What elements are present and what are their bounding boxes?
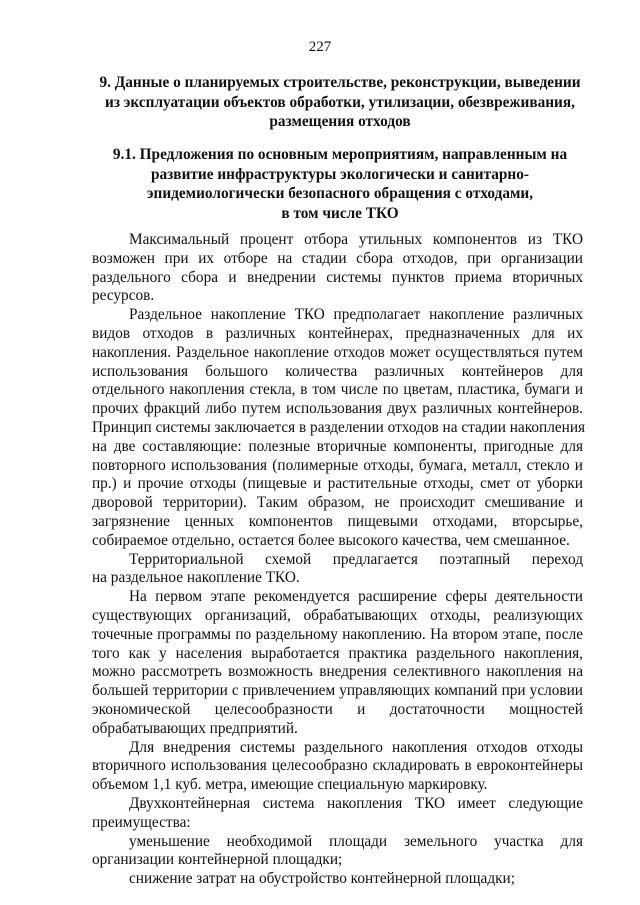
- text-line: Раздельное накопление ТКО предполагает накопление различных: [129, 306, 583, 324]
- text-line: объемом 1,1 куб. метра, имеющие специальную маркировку.: [92, 776, 488, 794]
- section-heading: [92, 73, 588, 132]
- section-heading-line: из эксплуатации объектов обработки, утилизации, обезвреживания,: [105, 93, 575, 111]
- text-line: Для внедрения системы раздельного накопления отходов отходы: [129, 738, 583, 756]
- text-line: пр.) и прочие отходы (пищевые и растительные отходы, смет от уборки: [92, 475, 583, 493]
- subsection-heading-line: эпидемиологически безопасного обращения с отходами,: [146, 185, 534, 202]
- text-line: возможен при их отборе на стадии сбора отходов, при организации: [92, 249, 583, 267]
- text-line: существующих организаций, обрабатывающих отходы, реализующих: [92, 606, 583, 624]
- text-line: на две составляющие: полезные вторичные компоненты, пригодные для: [92, 437, 583, 455]
- text-line: собираемое отдельно, остается более высокого качества, чем смешанное.: [92, 531, 570, 549]
- text-line: на раздельное накопление ТКО.: [92, 569, 300, 587]
- subsection-heading-line: 9.1. Предложения по основным мероприятиям, направленным на: [112, 146, 568, 163]
- text-line: точечные программы по раздельному накоплению. На втором этапе, после: [92, 625, 583, 643]
- text-line: Территориальной схемой предлагается поэтапный переход: [129, 550, 583, 568]
- text-line: повторного использования (полимерные отходы, бумага, металл, стекло и: [92, 456, 583, 474]
- subsection-heading-line: развитие инфраструктуры экологически и санитарно-: [151, 165, 529, 183]
- text-line: Максимальный процент отбора утильных компонентов из ТКО: [129, 231, 583, 248]
- text-line: организации контейнерной площадки;: [92, 851, 343, 869]
- text-line: дворовой территории). Таким образом, не происходит смешивание и: [92, 494, 583, 512]
- body-text: [92, 231, 586, 889]
- text-line: того как у населения выработается практика раздельного накопления,: [92, 644, 583, 662]
- text-line: загрязнение ценных компонентов пищевыми отходами, вторсырье,: [92, 512, 583, 530]
- text-line: отдельного накопления стекла, в том числе по цветам, пластика, бумаги и: [92, 381, 583, 399]
- text-line: обрабатывающих предприятий.: [92, 719, 298, 737]
- text-line: использования большого количества различных контейнеров для: [92, 362, 583, 380]
- text-line: прочих фракций либо путем использования двух различных контейнеров.: [92, 400, 583, 418]
- text-line: На первом этапе рекомендуется расширение сферы деятельности: [129, 588, 583, 606]
- text-line: можно рассмотреть возможность внедрения селективного накопления на: [92, 663, 583, 681]
- text-line: Двухконтейнерная система накопления ТКО имеет следующие: [129, 794, 583, 812]
- text-line: вторичного использования целесообразно складировать в евроконтейнеры: [92, 757, 583, 775]
- text-line: раздельного сбора и внедрении системы пунктов приема вторичных: [92, 268, 583, 286]
- section-heading-line: 9. Данные о планируемых строительстве, реконструкции, выведении: [99, 74, 581, 91]
- text-line: ресурсов.: [92, 287, 155, 305]
- text-line: уменьшение необходимой площади земельного участка для: [129, 832, 583, 850]
- subsection-heading-line: в том числе ТКО: [281, 204, 399, 222]
- text-line: большей территории с привлечением управляющих компаний при условии: [92, 682, 583, 700]
- text-line: преимущества:: [92, 813, 191, 831]
- page-number: 227: [308, 39, 332, 55]
- text-line: снижение затрат на обустройство контейнерной площадки;: [129, 870, 515, 888]
- text-line: накопления. Раздельное накопление отходов может осуществляться путем: [92, 343, 583, 361]
- text-line: экономической целесообразности и достаточности мощностей: [92, 700, 583, 718]
- text-line: Принцип системы заключается в разделении отходов на стадии накопления: [92, 418, 586, 436]
- subsection-heading: [92, 145, 588, 223]
- section-heading-line: размещения отходов: [269, 113, 411, 130]
- text-line: видов отходов в различных контейнерах, предназначенных для их: [92, 324, 583, 342]
